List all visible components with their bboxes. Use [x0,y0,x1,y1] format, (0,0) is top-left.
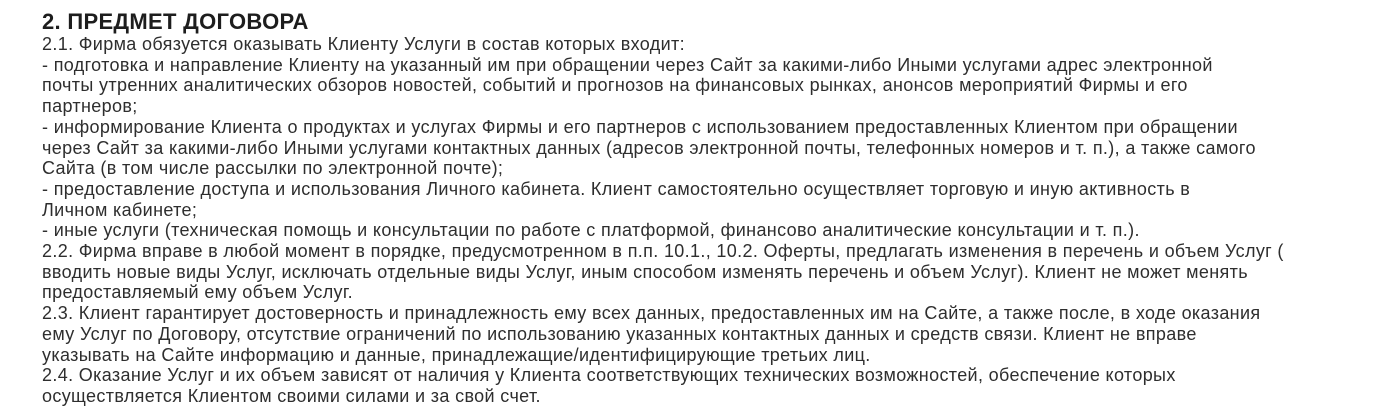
text-line: предоставляемый ему объем Услуг. [42,282,353,303]
text-line: почты утренних аналитических обзоров новостей, событий и прогнозов на финансовых рынках, анонсов мероприятий Фирмы и его [42,75,1188,96]
text-line: Сайта (в том числе рассылки по электронной почте); [42,158,504,179]
text-line: ему Услуг по Договору, отсутствие ограничений по использованию указанных контактных данных и средств связи. Клиент не вправе [42,323,1197,344]
text-line: 2.1. Фирма обязуется оказывать Клиенту Услуги в состав которых входит: [42,34,685,54]
text-line: - предоставление доступа и использования Личного кабинета. Клиент самостоятельно осуществляет торговую и иную активность в [42,178,1191,199]
text-line: партнеров; [42,96,138,117]
text-line: осуществляется Клиентом своими силами и за свой счет. [42,385,541,406]
text-line: - информирование Клиента о продуктах и услугах Фирмы и его партнеров с использованием предоставленных Клиентом при обращении [42,116,1238,137]
text-line: - подготовка и направление Клиенту на указанный им при обращении через Сайт за какими-либо Иными услугами адрес электронной [42,54,1213,75]
section-heading: 2. ПРЕДМЕТ ДОГОВОРА [42,9,309,34]
text-line: 2.2. Фирма вправе в любой момент в порядке, предусмотренном в п.п. 10.1., 10.2. Оферты, предлагать изменения в перечень и объем Услуг ( [42,241,1284,262]
text-line: 2.4. Оказание Услуг и их объем зависят от наличия у Клиента соответствующих технических возможностей, обеспечение которых [42,365,1176,386]
text-line: вводить новые виды Услуг, исключать отдельные виды Услуг, иным способом изменять перечень и объем Услуг). Клиент не может менять [42,261,1248,282]
text-line: 2.3. Клиент гарантирует достоверность и принадлежность ему всех данных, предоставленных им на Сайте, а также после, в ходе оказания [42,303,1261,324]
text-line: - иные услуги (техническая помощь и консультации по работе с платформой, финансово аналитические консультации и т. п.). [42,220,1140,241]
text-line: через Сайт за какими-либо Иными услугами контактных данных (адресов электронной почты, телефонных номеров и т. п.), а также самого [42,137,1256,158]
text-line: указывать на Сайте информацию и данные, принадлежащие/идентифицирующие третьих лиц. [42,344,871,365]
text-line: Личном кабинете; [42,199,198,220]
